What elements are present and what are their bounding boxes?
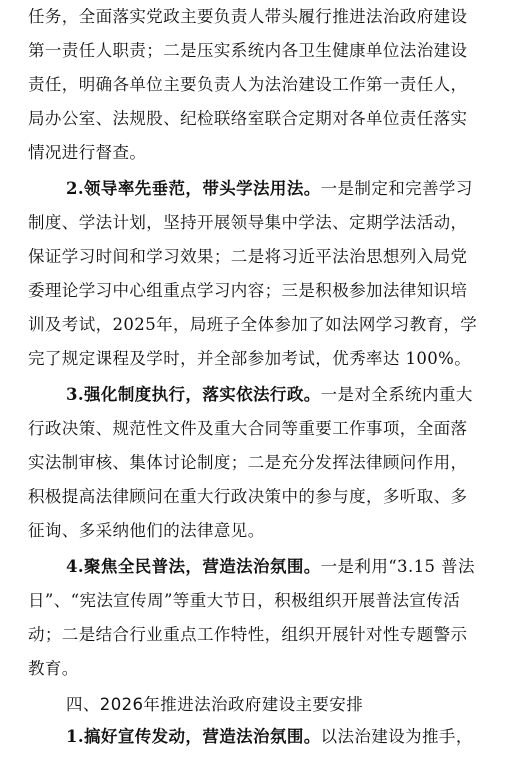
section-heading: 四、2026年推进法治政府建设主要安排 (66, 695, 364, 714)
paragraph-line: 日”、“宪法宣传周”等重大节日，积极组织开展普法宣传活 (28, 591, 461, 610)
paragraph-line: 动；二是结合行业重点工作特性，组织开展针对性专题警示 (28, 625, 468, 644)
paragraph-line: 教育。 (28, 659, 79, 678)
paragraph-line: 行政决策、规范性文件及重大合同等重要工作事项，全面落 (28, 419, 468, 438)
paragraph-line: 完了规定课程及学时，并全部参加考试，优秀率达 100%。 (28, 349, 472, 368)
paragraph-line: 委理论学习中心组重点学习内容；三是积极参加法律知识培 (28, 281, 468, 300)
paragraph-line: 训及考试，2025年，局班子全体参加了如法网学习教育，学 (28, 315, 478, 334)
section-lead: 3.强化制度执行，落实依法行政。 (66, 385, 321, 404)
paragraph-line: 积极提高法律顾问在重大行政决策中的参与度，多听取、多 (28, 487, 468, 506)
paragraph-line: 责任，明确各单位主要负责人为法治建设工作第一责任人， (28, 75, 468, 94)
paragraph-line: 局办公室、法规股、纪检联络室联合定期对各单位责任落实 (28, 109, 468, 128)
paragraph-line: 实法制审核、集体讨论制度；二是充分发挥法律顾问作用， (28, 453, 468, 472)
paragraph-line: 制度、学法计划，坚持开展领导集中学法、定期学法活动， (28, 213, 468, 232)
section-lead: 1.搞好宣传发动，营造法治氛围。 (66, 727, 321, 746)
section-item-3: 3.强化制度执行，落实依法行政。一是对全系统内重大 (66, 385, 473, 404)
paragraph-line: 保证学习时间和学习效果；二是将习近平法治思想列入局党 (28, 247, 468, 266)
paragraph-line: 征询、多采纳他们的法律意见。 (28, 521, 265, 540)
paragraph-line: 情况进行督查。 (28, 143, 147, 162)
paragraph-line: 第一责任人职责；二是压实系统内各卫生健康单位法治建设 (28, 41, 468, 60)
section-item-2: 2.领导率先垂范，带头学法用法。一是制定和完善学习 (66, 179, 473, 198)
section-lead: 4.聚焦全民普法，营造法治氛围。 (66, 557, 321, 576)
paragraph-line: 任务，全面落实党政主要负责人带头履行推进法治政府建设 (28, 7, 468, 26)
section-item-1: 1.搞好宣传发动，营造法治氛围。以法治建设为推手， (66, 727, 473, 746)
section-lead: 2.领导率先垂范，带头学法用法。 (66, 179, 321, 198)
section-item-4: 4.聚焦全民普法，营造法治氛围。一是利用“3.15 普法 (66, 557, 475, 576)
